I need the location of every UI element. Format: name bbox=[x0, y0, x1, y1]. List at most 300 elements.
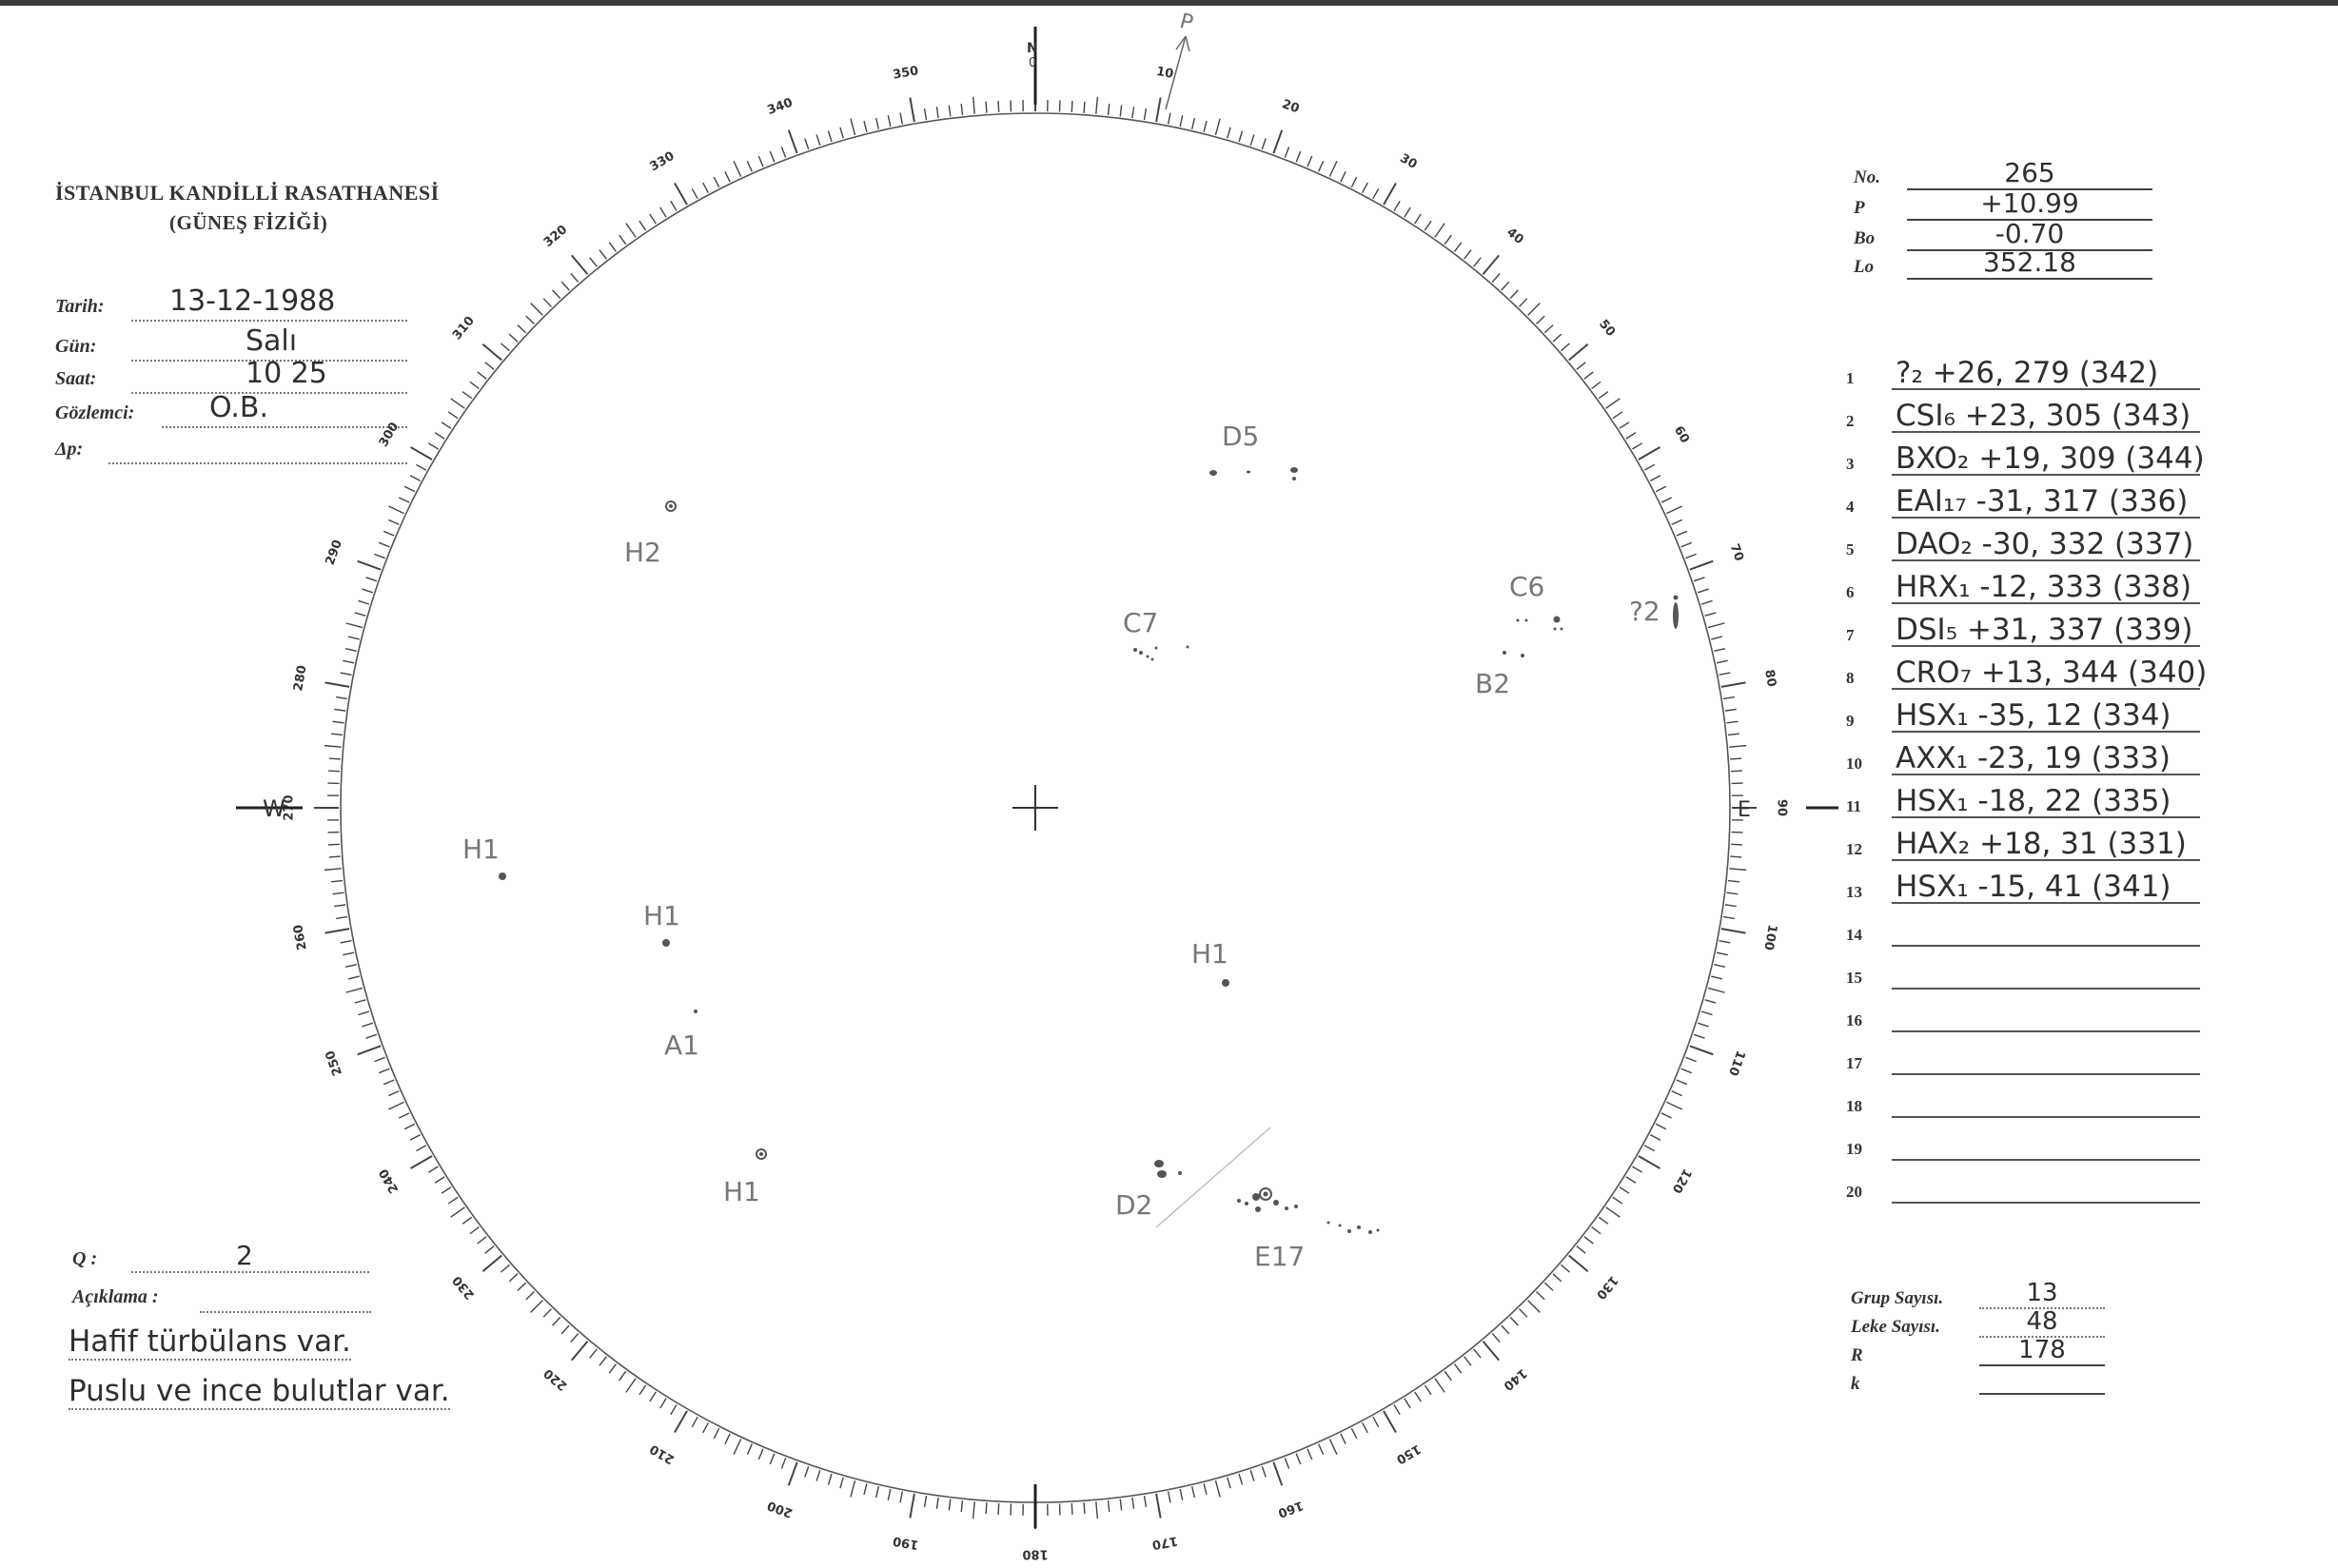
scale-tick bbox=[1728, 881, 1739, 882]
scale-tick bbox=[366, 578, 377, 581]
date-value: 13-12-1988 bbox=[169, 284, 336, 318]
scale-tick bbox=[619, 235, 626, 245]
group-row-number: 18 bbox=[1846, 1097, 1862, 1115]
scale-tick bbox=[1606, 1207, 1621, 1217]
scale-tick bbox=[1145, 108, 1147, 120]
scale-tick bbox=[362, 1023, 372, 1027]
scale-tick bbox=[1677, 1080, 1687, 1085]
sunspot-group-d5 bbox=[1209, 467, 1298, 480]
north-zero-label: 0 bbox=[1029, 56, 1037, 70]
scale-tick bbox=[888, 115, 890, 127]
scale-tick bbox=[1661, 498, 1672, 502]
scale-tick bbox=[531, 304, 543, 316]
scale-tick bbox=[1071, 1503, 1072, 1515]
scale-tick bbox=[388, 1091, 399, 1096]
scale-tick bbox=[343, 660, 354, 662]
scale-tick bbox=[986, 102, 987, 113]
sunspot bbox=[1237, 1199, 1241, 1203]
scale-tick bbox=[336, 697, 347, 699]
scale-tick bbox=[1329, 161, 1337, 176]
scale-tick bbox=[1228, 127, 1230, 139]
group-row-number: 12 bbox=[1846, 840, 1862, 858]
rotation-axis-arrowhead-right bbox=[1186, 36, 1189, 51]
sunspot bbox=[1151, 658, 1154, 661]
scale-tick bbox=[399, 498, 409, 502]
scale-label: 220 bbox=[540, 1365, 571, 1394]
scale-tick bbox=[1215, 119, 1220, 135]
scale-tick bbox=[1661, 1113, 1672, 1118]
scale-tick bbox=[1620, 422, 1629, 429]
scale-label: 310 bbox=[449, 313, 478, 343]
scale-tick bbox=[470, 382, 480, 388]
scale-tick bbox=[561, 282, 569, 290]
scale-tick bbox=[998, 101, 999, 112]
label-h1-west: H1 bbox=[462, 833, 500, 865]
scale-tick bbox=[1262, 1466, 1266, 1477]
scale-tick bbox=[1698, 589, 1708, 593]
scale-tick bbox=[1620, 1187, 1629, 1194]
day-label: Gün: bbox=[55, 336, 97, 357]
scale-tick bbox=[671, 1404, 677, 1414]
group-row-text: HAX₂ +18, 31 (331) bbox=[1896, 827, 2187, 861]
scale-tick bbox=[1705, 1000, 1717, 1003]
scale-tick bbox=[1169, 113, 1170, 125]
scale-label: 190 bbox=[892, 1533, 920, 1552]
group-row-number: 15 bbox=[1846, 969, 1862, 987]
scale-tick bbox=[1474, 1349, 1482, 1358]
scale-label: 140 bbox=[1500, 1365, 1530, 1394]
scale-tick bbox=[1204, 1483, 1207, 1495]
scale-tick bbox=[609, 243, 616, 252]
scale-tick bbox=[1096, 1501, 1098, 1519]
scale-tick bbox=[1721, 682, 1746, 687]
group-row-text: DSI₅ +31, 337 (339) bbox=[1896, 613, 2193, 647]
scale-tick bbox=[1519, 1309, 1526, 1318]
scale-tick bbox=[561, 1325, 569, 1334]
scale-tick bbox=[1285, 147, 1288, 157]
scale-tick bbox=[1285, 1458, 1288, 1468]
scale-tick bbox=[1169, 1492, 1170, 1503]
scale-tick bbox=[1424, 221, 1431, 230]
scale-tick bbox=[1510, 1317, 1518, 1325]
param-bo-value: -0.70 bbox=[1994, 218, 2065, 249]
scale-tick bbox=[725, 171, 730, 182]
sunspot-group-h1-west bbox=[499, 872, 506, 880]
k-label: k bbox=[1851, 1374, 1860, 1394]
scale-tick bbox=[478, 1237, 486, 1244]
scale-tick bbox=[1711, 637, 1722, 639]
scale-tick bbox=[1239, 131, 1243, 142]
label-q2: ?2 bbox=[1629, 596, 1660, 627]
scale-tick bbox=[325, 929, 350, 933]
scale-label: 200 bbox=[765, 1498, 796, 1520]
scale-tick bbox=[998, 1503, 999, 1515]
scale-tick bbox=[864, 121, 867, 132]
scale-tick bbox=[725, 1434, 730, 1444]
scale-tick bbox=[1394, 1404, 1400, 1414]
group-row-number: 11 bbox=[1846, 797, 1862, 815]
sunspot-group-q2 bbox=[1673, 596, 1679, 630]
scale-tick bbox=[1677, 531, 1687, 536]
scale-tick bbox=[478, 372, 486, 379]
sunspot-umbra bbox=[759, 1152, 763, 1156]
department-title: (GÜNEŞ FİZİĞİ) bbox=[169, 211, 328, 234]
scale-tick bbox=[1415, 1392, 1422, 1401]
spot-count-value: 48 bbox=[2026, 1307, 2058, 1336]
label-e17: E17 bbox=[1254, 1241, 1306, 1272]
scale-tick bbox=[1613, 1197, 1622, 1204]
scale-tick bbox=[650, 214, 657, 224]
scale-label: 280 bbox=[291, 664, 310, 693]
scale-tick bbox=[1120, 106, 1121, 117]
scale-label: 180 bbox=[1022, 1546, 1049, 1561]
sunspot bbox=[1327, 1222, 1330, 1225]
scale-tick bbox=[1544, 325, 1553, 333]
group-row-number: 3 bbox=[1846, 455, 1855, 473]
scale-tick bbox=[1666, 1102, 1681, 1109]
dp-label: Δp: bbox=[55, 439, 84, 460]
scale-tick bbox=[1084, 1502, 1085, 1514]
scale-tick bbox=[1319, 1444, 1324, 1455]
scale-tick bbox=[329, 856, 341, 857]
sunspot bbox=[662, 939, 670, 947]
scale-tick bbox=[572, 255, 588, 274]
scale-tick bbox=[1307, 1449, 1312, 1460]
group-row-number: 9 bbox=[1846, 712, 1855, 730]
sunspot bbox=[1292, 477, 1296, 480]
scale-tick bbox=[1672, 1091, 1682, 1096]
label-h1-mid: H1 bbox=[643, 900, 680, 931]
scale-tick bbox=[448, 1197, 458, 1204]
scale-tick bbox=[1708, 988, 1724, 992]
group-row-text: ?₂ +26, 279 (342) bbox=[1896, 356, 2159, 390]
scale-tick bbox=[1262, 139, 1266, 149]
label-h2: H2 bbox=[624, 537, 661, 568]
scale-tick bbox=[416, 464, 425, 470]
group-row-text: BXO₂ +19, 309 (344) bbox=[1896, 441, 2205, 476]
scale-tick bbox=[747, 161, 752, 171]
scale-tick bbox=[949, 106, 950, 117]
scale-tick bbox=[1394, 201, 1400, 210]
scale-tick bbox=[553, 290, 560, 299]
scale-tick bbox=[348, 637, 360, 639]
scale-tick bbox=[1415, 214, 1422, 224]
scale-tick bbox=[388, 506, 403, 514]
sunspot bbox=[1154, 1160, 1164, 1167]
scale-tick bbox=[346, 623, 363, 628]
scale-tick bbox=[1192, 1486, 1195, 1498]
sunspot-group-h1-mid bbox=[662, 939, 670, 947]
sunspot-group-h1-east bbox=[1222, 979, 1229, 987]
scale-tick bbox=[650, 1392, 657, 1401]
time-label: Saat: bbox=[55, 368, 97, 389]
scale-tick bbox=[1730, 758, 1741, 759]
scale-label: 330 bbox=[647, 148, 678, 175]
scale-tick bbox=[781, 147, 785, 157]
scale-tick bbox=[1729, 746, 1746, 748]
description-label: Açıklama : bbox=[72, 1286, 159, 1307]
scale-label: 150 bbox=[1393, 1441, 1424, 1467]
scale-tick bbox=[910, 1494, 914, 1519]
group-row-number: 4 bbox=[1846, 498, 1855, 516]
scale-tick bbox=[451, 1207, 465, 1217]
scale-tick bbox=[840, 127, 843, 139]
scale-tick bbox=[485, 1246, 494, 1254]
observer-label: Gözlemci: bbox=[55, 402, 135, 423]
scale-tick bbox=[553, 1317, 560, 1325]
scale-tick bbox=[1528, 1301, 1541, 1313]
scale-tick bbox=[1592, 1227, 1601, 1234]
label-h1-south: H1 bbox=[723, 1176, 760, 1207]
scale-tick bbox=[399, 1113, 409, 1118]
scale-tick bbox=[1731, 844, 1742, 845]
scale-tick bbox=[448, 412, 458, 419]
scale-tick bbox=[383, 531, 394, 536]
scale-tick bbox=[789, 1462, 797, 1485]
scale-tick bbox=[1544, 1283, 1553, 1290]
scale-tick bbox=[961, 1500, 962, 1512]
scale-tick bbox=[482, 1256, 501, 1272]
scale-tick bbox=[1180, 115, 1182, 127]
scale-tick bbox=[599, 250, 606, 259]
scale-tick bbox=[1156, 1494, 1161, 1519]
sunspot bbox=[1155, 647, 1158, 650]
sunspot-group-e17 bbox=[1237, 1188, 1380, 1234]
scale-tick bbox=[509, 334, 518, 342]
scale-tick bbox=[660, 1399, 666, 1408]
sunspot bbox=[1294, 1205, 1298, 1208]
sunspot bbox=[1139, 651, 1143, 655]
scale-tick bbox=[1639, 447, 1660, 460]
scale-tick bbox=[571, 1333, 579, 1342]
scale-tick bbox=[639, 221, 646, 230]
scale-tick bbox=[758, 156, 763, 167]
scale-tick bbox=[1483, 1342, 1500, 1361]
scale-tick bbox=[1632, 1166, 1641, 1172]
scale-tick bbox=[925, 108, 927, 120]
scale-tick bbox=[590, 258, 598, 266]
scale-tick bbox=[359, 1011, 369, 1015]
group-row-text: HSX₁ -35, 12 (334) bbox=[1896, 698, 2171, 733]
scale-tick bbox=[1569, 344, 1588, 361]
scale-tick bbox=[1341, 171, 1346, 182]
scale-tick bbox=[1307, 156, 1312, 167]
scale-tick bbox=[343, 952, 354, 954]
scale-tick bbox=[851, 119, 855, 135]
scale-tick bbox=[1672, 519, 1682, 524]
scale-tick bbox=[1250, 134, 1254, 145]
scale-label: 350 bbox=[892, 64, 920, 83]
scale-tick bbox=[355, 1000, 366, 1003]
scale-tick bbox=[1435, 224, 1444, 238]
scale-tick bbox=[383, 1080, 394, 1085]
scale-label: 100 bbox=[1760, 923, 1779, 951]
scale-tick bbox=[692, 1417, 697, 1426]
sunspot bbox=[1339, 1225, 1342, 1227]
scale-tick bbox=[1455, 243, 1462, 252]
scale-tick bbox=[1613, 412, 1622, 419]
label-c7: C7 bbox=[1123, 607, 1159, 638]
scale-tick bbox=[358, 1046, 381, 1054]
group-row-number: 14 bbox=[1846, 926, 1862, 944]
scale-tick bbox=[336, 917, 347, 919]
scale-tick bbox=[501, 1264, 509, 1272]
scale-label: 210 bbox=[647, 1441, 678, 1467]
sunspot bbox=[1517, 619, 1520, 622]
group-row-text: CRO₇ +13, 344 (340) bbox=[1896, 656, 2208, 690]
scale-tick bbox=[936, 107, 938, 118]
sunspot bbox=[1133, 648, 1137, 652]
sunspot bbox=[1222, 979, 1229, 987]
group-row-text: CSI₆ +23, 305 (343) bbox=[1896, 399, 2191, 433]
sunspot bbox=[694, 1009, 697, 1013]
scale-tick bbox=[900, 113, 902, 125]
scale-tick bbox=[1650, 1135, 1660, 1141]
label-c6: C6 bbox=[1509, 571, 1545, 602]
group-row-number: 7 bbox=[1846, 626, 1855, 644]
sunspot bbox=[1503, 651, 1506, 655]
scale-tick bbox=[1084, 102, 1085, 113]
scale-tick bbox=[961, 104, 962, 115]
scale-tick bbox=[1192, 118, 1195, 129]
group-row-text: AXX₁ -23, 19 (333) bbox=[1896, 741, 2171, 775]
scale-tick bbox=[734, 161, 741, 176]
scale-tick bbox=[747, 1444, 752, 1455]
group-row-text: HSX₁ -18, 22 (335) bbox=[1896, 784, 2171, 818]
scale-label: 80 bbox=[1761, 668, 1779, 689]
scale-tick bbox=[1215, 1480, 1220, 1497]
scale-tick bbox=[345, 649, 357, 652]
scale-label: 10 bbox=[1154, 64, 1175, 82]
scale-tick bbox=[828, 1474, 832, 1484]
scale-tick bbox=[1444, 235, 1451, 245]
scale-tick bbox=[936, 1498, 938, 1509]
group-row-number: 6 bbox=[1846, 583, 1855, 601]
scale-tick bbox=[1424, 1385, 1431, 1395]
scale-tick bbox=[1132, 1498, 1134, 1509]
group-row-number: 10 bbox=[1846, 755, 1862, 773]
scale-tick bbox=[331, 881, 343, 882]
scale-tick bbox=[1204, 121, 1207, 132]
scale-tick bbox=[949, 1499, 950, 1511]
scale-tick bbox=[675, 184, 687, 206]
scale-tick bbox=[1384, 1411, 1396, 1433]
scale-tick bbox=[876, 118, 879, 129]
scale-tick bbox=[1071, 101, 1072, 112]
scale-tick bbox=[1474, 258, 1482, 266]
scale-tick bbox=[758, 1449, 763, 1460]
scale-tick bbox=[1698, 1023, 1708, 1027]
east-label: E bbox=[1738, 798, 1751, 822]
scale-tick bbox=[805, 139, 809, 149]
scale-tick bbox=[692, 188, 697, 198]
scale-tick bbox=[973, 1501, 975, 1519]
scale-tick bbox=[714, 177, 718, 187]
scale-tick bbox=[1606, 399, 1621, 408]
scale-tick bbox=[1694, 578, 1704, 581]
scale-label: 90 bbox=[1774, 798, 1789, 817]
scale-tick bbox=[1714, 649, 1725, 652]
scale-tick bbox=[626, 224, 636, 238]
group-row-text: HRX₁ -12, 333 (338) bbox=[1896, 570, 2192, 604]
scale-tick bbox=[1096, 97, 1098, 114]
sunspot bbox=[1187, 646, 1189, 649]
param-bo-label: Bo bbox=[1854, 228, 1876, 248]
sunspot bbox=[1525, 619, 1528, 622]
scale-tick bbox=[1341, 1434, 1346, 1444]
scale-tick bbox=[1719, 941, 1731, 943]
sunspot bbox=[1273, 1200, 1279, 1205]
sunspot-group-a1 bbox=[694, 1009, 697, 1013]
scale-tick bbox=[619, 1371, 626, 1381]
sunspot bbox=[1357, 1225, 1361, 1229]
scale-tick bbox=[1681, 542, 1692, 546]
sunspot bbox=[1252, 1193, 1260, 1201]
scale-tick bbox=[1132, 107, 1134, 118]
scale-tick bbox=[789, 130, 797, 153]
scale-tick bbox=[442, 422, 451, 429]
sunspot bbox=[1178, 1171, 1182, 1175]
scale-label: 250 bbox=[323, 1048, 345, 1078]
scale-tick bbox=[1681, 1068, 1692, 1072]
west-label: W bbox=[263, 795, 285, 822]
scale-label: 230 bbox=[449, 1272, 478, 1303]
group-row-number: 17 bbox=[1846, 1054, 1862, 1072]
scale-tick bbox=[925, 1496, 927, 1507]
day-value: Salı bbox=[246, 324, 298, 358]
scale-tick bbox=[404, 486, 415, 491]
scale-label: 50 bbox=[1596, 317, 1619, 340]
scale-tick bbox=[1599, 392, 1608, 399]
scale-tick bbox=[1384, 184, 1396, 206]
scale-tick bbox=[442, 1187, 451, 1194]
scale-label: 340 bbox=[765, 95, 796, 118]
scale-tick bbox=[374, 554, 384, 558]
scale-tick bbox=[1708, 623, 1724, 628]
scale-tick bbox=[828, 131, 832, 142]
scale-tick bbox=[1584, 1237, 1593, 1244]
scale-tick bbox=[1569, 1256, 1588, 1272]
scale-tick bbox=[1373, 188, 1379, 198]
scale-tick bbox=[451, 399, 465, 408]
scale-tick bbox=[333, 721, 344, 722]
scale-tick bbox=[986, 1502, 987, 1514]
scale-tick bbox=[1561, 343, 1569, 351]
scale-tick bbox=[1351, 1428, 1356, 1439]
scale-tick bbox=[1296, 151, 1300, 162]
scale-tick bbox=[428, 1166, 438, 1172]
scale-tick bbox=[1502, 1325, 1509, 1334]
sunspot bbox=[1674, 596, 1679, 600]
scale-tick bbox=[1510, 290, 1518, 299]
scale-tick bbox=[1492, 273, 1500, 282]
scale-tick bbox=[851, 1480, 855, 1497]
scale-tick bbox=[703, 1422, 709, 1433]
param-p-value: +10.99 bbox=[1980, 187, 2079, 219]
scale-tick bbox=[1405, 1399, 1410, 1408]
scale-tick bbox=[1721, 929, 1746, 933]
sunspot-group-h1-south bbox=[756, 1149, 766, 1159]
sunspot bbox=[1561, 628, 1563, 631]
scale-tick bbox=[341, 673, 352, 675]
group-row-text: EAI₁₇ -31, 317 (336) bbox=[1896, 484, 2189, 519]
scale-tick bbox=[334, 905, 345, 907]
scale-tick bbox=[1727, 892, 1739, 893]
scale-label: 130 bbox=[1593, 1272, 1621, 1303]
observer-value: O.B. bbox=[209, 391, 269, 424]
scale-tick bbox=[1599, 1217, 1608, 1224]
scale-label: 70 bbox=[1726, 541, 1746, 563]
